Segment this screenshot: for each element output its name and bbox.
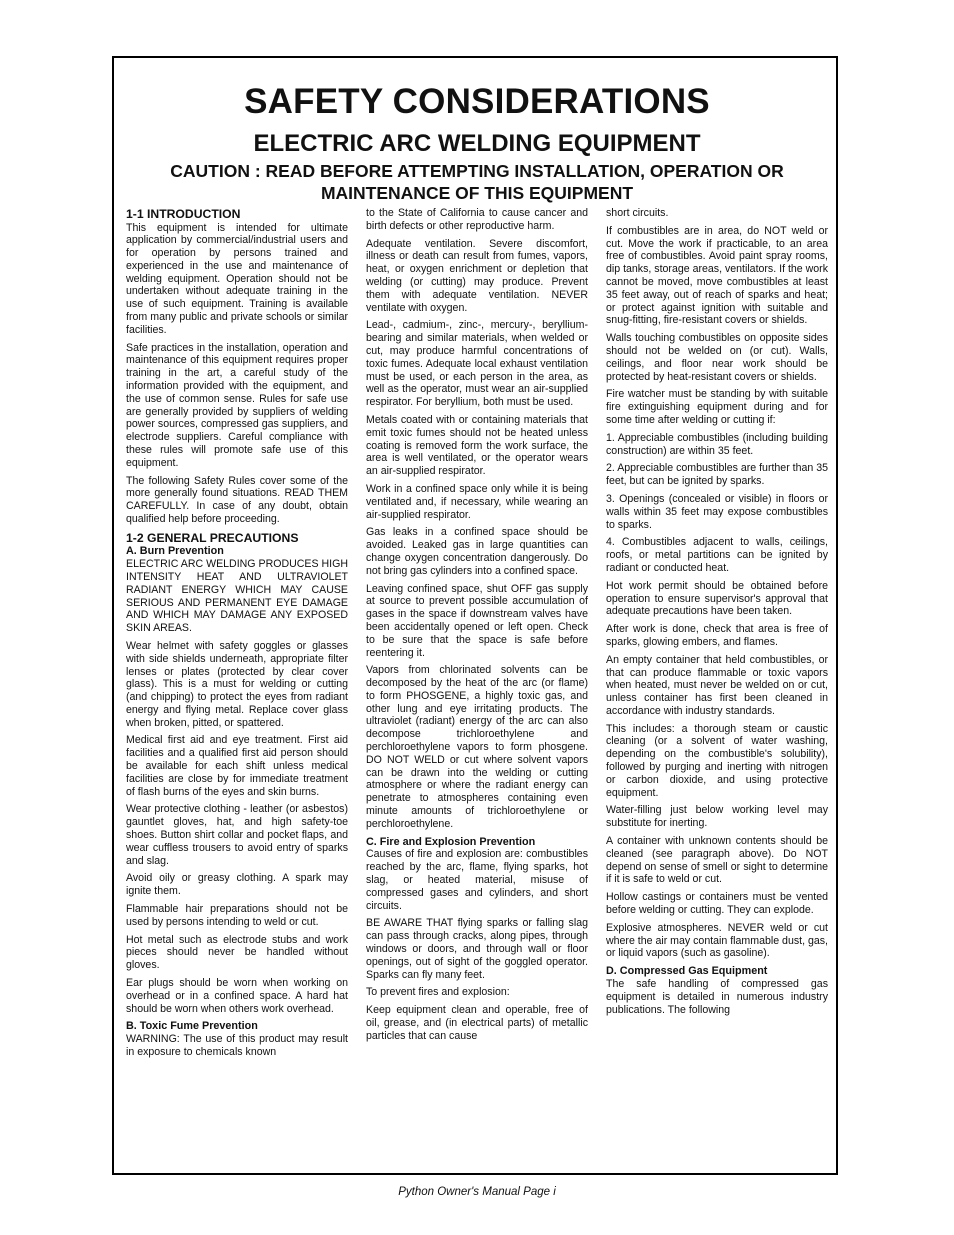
paragraph: Avoid oily or greasy clothing. A spark may ignite them.: [126, 872, 348, 898]
subheading-burn-prevention: A. Burn Prevention: [126, 545, 224, 558]
page-footer: Python Owner's Manual Page i: [398, 1186, 556, 1198]
paragraph: WARNING: The use of this product may result in exposure to chemicals known: [126, 1033, 348, 1059]
paragraph: A container with unknown contents should be cleaned (see paragraph above). Do NOT depend on sense of smell or sight to determine if it is safe to weld or cut.: [606, 835, 828, 886]
paragraph: Ear plugs should be worn when working on overhead or in a confined space. A hard hat should be worn when others work overhead.: [126, 977, 348, 1015]
paragraph: to the State of California to cause cancer and birth defects or other reproductive harm.: [366, 207, 588, 232]
paragraph: Flammable hair preparations should not be used by persons intending to weld or cut.: [126, 903, 348, 928]
list-item: 3. Openings (concealed or visible) in floors or walls within 35 feet may expose combustibles to sparks.: [606, 492, 828, 531]
paragraph: The following Safety Rules cover some of the more generally found situations. READ THEM CAREFULLY. In case of any doubt, obtain qualified help before proceeding.: [126, 474, 348, 526]
page-title: SAFETY CONSIDERATIONS: [244, 82, 710, 121]
paragraph: Hot metal such as electrode stubs and work pieces should never be handled without gloves.: [126, 933, 348, 972]
paragraph: Work in a confined space only while it is being ventilated and, if necessary, while wearing an air-supplied respirator.: [366, 482, 588, 521]
paragraph: ELECTRIC ARC WELDING PRODUCES HIGH INTENSITY HEAT AND ULTRAVIOLET RADIANT ENERGY WHICH MAY CAUSE SERIOUS AND PERMANENT EYE DAMAGE AND WHICH MAY DAMAGE ANY EXPOSED SKIN AREAS.: [126, 558, 348, 635]
paragraph: Fire watcher must be standing by with suitable fire extinguishing equipment during and for some time after welding or cutting if:: [606, 388, 828, 426]
paragraph: Walls touching combustibles on opposite sides should not be welded on (or cut). Walls, ceilings, and floor near work should be protected by heat-resistant covers or shields.: [606, 332, 828, 383]
paragraph: To prevent fires and explosion:: [366, 986, 510, 999]
paragraph: The safe handling of compressed gas equipment is detailed in numerous industry publications. The following: [606, 978, 828, 1016]
subheading-fire-explosion-prevention: C. Fire and Explosion Prevention: [366, 835, 536, 848]
paragraph: If combustibles are in area, do NOT weld or cut. Move the work if practicable, to an area free of combustibles. Avoid paint spray rooms, dip tanks, storage areas, ventilators. If the work cannot be moved, move combustibles at least 35 feet away, out of reach of sparks and heat; or protect against ignition with suitable and snug-fitting, fire-resistant covers or shields.: [606, 224, 828, 327]
section-heading-introduction: 1-1 INTRODUCTION: [126, 207, 241, 221]
paragraph: Safe practices in the installation, operation and maintenance of this equipment requires proper training in the art, a careful study of the information provided with the equipment, and the use of common sense. Rules for safe use are generally provided by suppliers of welding power sources, compressed gas suppliers, and electrode suppliers. Careful compliance with these rules will promote safe use of this equipment.: [126, 341, 348, 469]
paragraph: short circuits.: [606, 207, 669, 219]
paragraph: Gas leaks in a confined space should be avoided. Leaked gas in large quantities can change oxygen concentration dangerously. Do not bring gas cylinders into a confined space.: [366, 526, 588, 577]
page-subtitle: ELECTRIC ARC WELDING EQUIPMENT: [253, 130, 701, 157]
subheading-toxic-fume-prevention: B. Toxic Fume Prevention: [126, 1020, 258, 1033]
paragraph: Wear protective clothing - leather (or asbestos) gauntlet gloves, hat, and high safety-toe shoes. Button shirt collar and pocket flaps, and wear cuffless trousers to avoid entry of sparks and slag.: [126, 803, 348, 867]
paragraph: Vapors from chlorinated solvents can be decomposed by the heat of the arc (or flame) to form PHOSGENE, a highly toxic gas, and other lung and eye irritating products. The ultraviolet (radiant) energy of the arc can also decompose trichloroethylene and perchloroethylene vapors to form phosgene. DO NOT WELD or cut where solvent vapors can be drawn into the welding or cutting atmosphere or where the radiant energy can penetrate to atmospheres containing even minute amounts of trichloroethylene or perchloroethylene.: [366, 664, 588, 830]
paragraph: BE AWARE THAT flying sparks or falling slag can pass through cracks, along pipes, through windows or doors, and through wall or floor openings, out of sight of the goggled operator. Sparks can fly many feet.: [366, 917, 588, 981]
paragraph: Lead-, cadmium-, zinc-, mercury-, beryllium-bearing and similar materials, when welded or cut, may produce harmful concentrations of toxic fumes. Adequate local exhaust ventilation must be used, or each person in the area, as well as the operator, must wear an air-supplied respirator. For beryllium, both must be used.: [366, 319, 588, 409]
paragraph: After work is done, check that area is free of sparks, glowing embers, and flames.: [606, 623, 828, 648]
paragraph: Wear helmet with safety goggles or glasses with side shields underneath, appropriate filter lenses or plates (protected by clear cover glass). This is a must for welding or cutting (and chipping) to protect the eyes from radiant energy and flying metal. Replace cover glass when broken, pitted, or spattered.: [126, 639, 348, 729]
paragraph: Water-filling just below working level may substitute for inerting.: [606, 804, 828, 830]
column-1: [126, 207, 348, 1064]
paragraph: Causes of fire and explosion are: combustibles reached by the arc, flame, flying sparks, hot slag, or heated material, misuse of compressed gases and cylinders, and short circuits.: [366, 848, 588, 912]
caution-heading: CAUTION : READ BEFORE ATTEMPTING INSTALLATION, OPERATION OR MAINTENANCE OF THIS EQUIPMENT: [170, 161, 784, 203]
column-2: [366, 207, 588, 1048]
paragraph: This includes: a thorough steam or caustic cleaning (or a solvent of water washing, depending on the combustible's solubility), followed by purging and inerting with nitrogen or carbon dioxide, and using protective equipment.: [606, 722, 828, 799]
list-item: 1. Appreciable combustibles (including building construction) are within 35 feet.: [606, 431, 828, 457]
paragraph: Metals coated with or containing materials that emit toxic fumes should not be heated unless coating is removed form the work surface, the area is well ventilated, or the operator wears an air-supplied respirator.: [366, 413, 588, 478]
section-heading-general-precautions: 1-2 GENERAL PRECAUTIONS: [126, 530, 299, 545]
list-item: 4. Combustibles adjacent to walls, ceilings, roofs, or metal partitions can be ignited by radiant or conducted heat.: [606, 536, 828, 574]
paragraph: Hollow castings or containers must be vented before welding or cutting. They can explode.: [606, 891, 828, 917]
paragraph: Explosive atmospheres. NEVER weld or cut where the air may contain flammable dust, gas, or liquid vapors (such as gasoline).: [606, 921, 828, 960]
list-item: 2. Appreciable combustibles are further than 35 feet, but can be ignited by sparks.: [606, 462, 829, 488]
column-3: [606, 207, 828, 1021]
paragraph: Medical first aid and eye treatment. First aid facilities and a qualified first aid person should be available for each shift unless medical facilities are close by for immediate treatment of flash burns of the eyes and skin burns.: [126, 734, 348, 798]
paragraph: An empty container that held combustibles, or that can produce flammable or toxic vapors when heated, must never be welded on or cut, unless container has first been cleaned in accordance with industry standards.: [606, 653, 828, 717]
paragraph: Leaving confined space, shut OFF gas supply at source to prevent possible accumulation of gases in the space if downstream valves have been accidentally opened or left open. Check to be sure that the space is safe before reentering it.: [366, 582, 588, 659]
paragraph: Hot work permit should be obtained before operation to ensure supervisor's approval that adequate precautions have been taken.: [606, 579, 828, 618]
paragraph: Adequate ventilation. Severe discomfort, illness or death can result from fumes, vapors, heat, or oxygen enrichment or depletion that welding (or cutting) may produce. Prevent them with adequate ventilation. NEVER ventilate with oxygen.: [366, 237, 588, 314]
paragraph: Keep equipment clean and operable, free of oil, grease, and (in electrical parts) of metallic particles that can cause: [366, 1004, 588, 1042]
paragraph: This equipment is intended for ultimate application by commercial/industrial users and for operation by persons trained and experienced in the use and maintenance of welding equipment. Operation should not be undertaken without adequate training in the use of such equipment. Training is available from many public and private schools or similar facilities.: [126, 221, 348, 336]
subheading-compressed-gas-equipment: D. Compressed Gas Equipment: [606, 965, 768, 978]
